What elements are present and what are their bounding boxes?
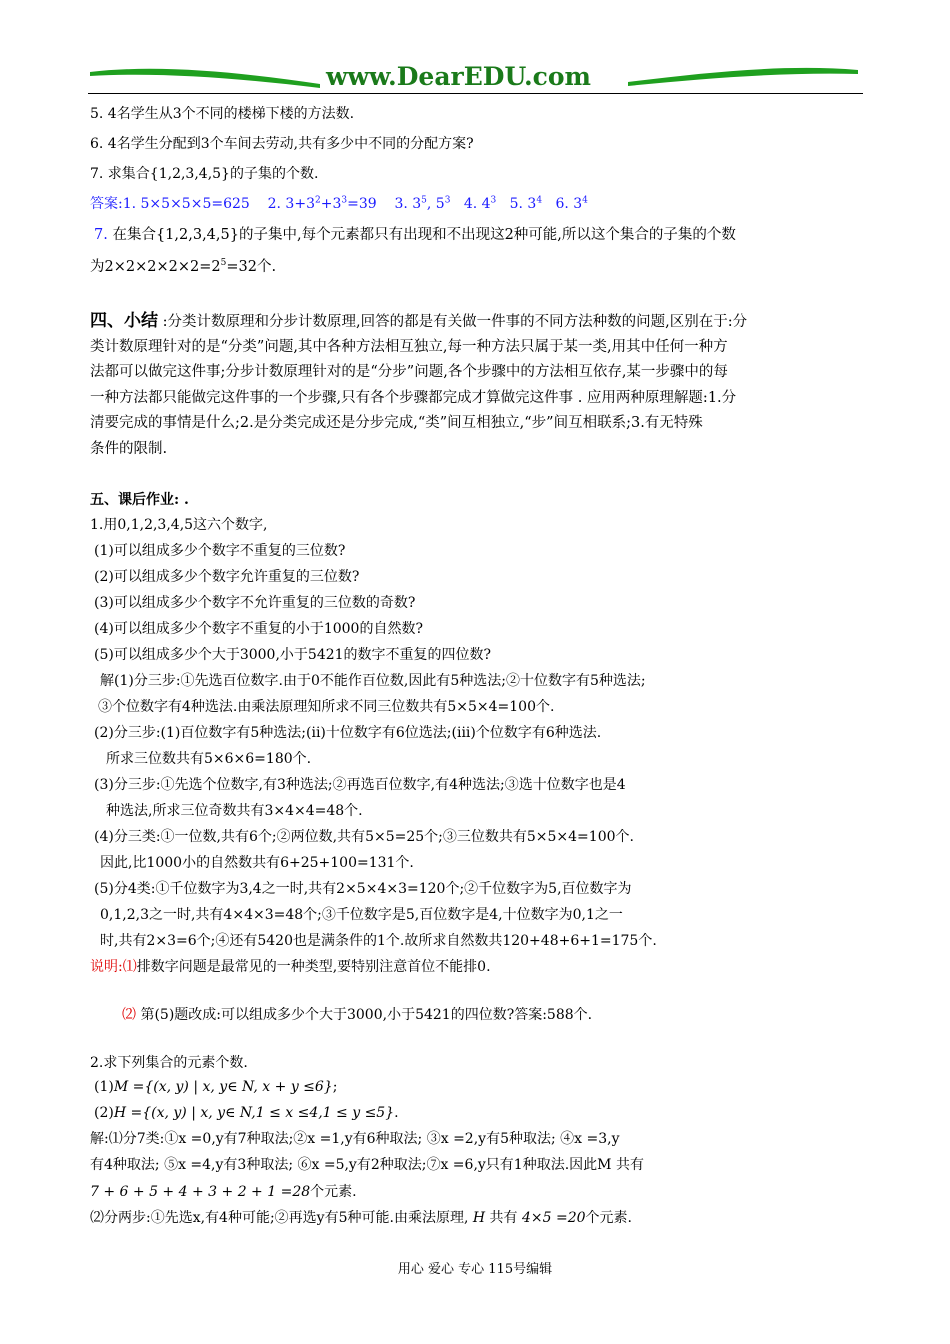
note-2: ⑵ 第(5)题改成:可以组成多少个大于3000,小于5421的四位数?答案:588个. — [122, 1007, 593, 1023]
solution-4a: (4)分三类:①一位数,共有6个;②两位数,共有5×5=25个;③三位数共有5×5×4=100个. — [94, 829, 634, 845]
header-rule — [88, 93, 863, 94]
solution-5a: (5)分4类:①千位数字为3,4之一时,共有2×5×4×3=120个;②千位数字为5,百位数字为 — [94, 881, 632, 897]
answer-7-line-1: 7. 在集合{1,2,3,4,5}的子集中,每个元素都只有出现和不出现这2种可能,所以这个集合的子集的个数 — [94, 227, 736, 243]
note-1: 说明:⑴排数字问题是最常见的一种类型,要特别注意首位不能排0. — [90, 959, 491, 975]
problem-1-part-5: (5)可以组成多少个大于3000,小于5421的数字不重复的四位数? — [94, 647, 492, 663]
solution-2a: (2)分三步:(1)百位数字有5种选法;(ii)十位数字有6位选法;(iii)个位数字有6种选法. — [94, 725, 602, 741]
summary-line-4: 一种方法都只能做完这件事的一个步骤,只有各个步骤都完成才算做完这件事 . 应用两种原理解题:1.分 — [90, 390, 737, 406]
solution-1a: 解(1)分三步:①先选百位数字.由于0不能作百位数,因此有5种选法;②十位数字有5种选法; — [100, 673, 646, 689]
solution-3a: (3)分三步:①先选个位数字,有3种选法;②再选百位数字,有4种选法;③选十位数字也是4 — [94, 777, 626, 793]
set-h-expression: H ={(x, y) | x, y∈ N,1 ≤ x ≤4,1 ≤ y ≤5} — [113, 1105, 395, 1121]
solution-2b: 所求三位数共有5×6×6=180个. — [106, 751, 312, 767]
problem-2-part-2: (2)H ={(x, y) | x, y∈ N,1 ≤ x ≤4,1 ≤ y ≤5}. — [94, 1105, 399, 1121]
solution-2-line-3: 7 + 6 + 5 + 4 + 3 + 2 + 1 =28个元素. — [90, 1184, 357, 1200]
solution-1b: ③个位数字有4种选法.由乘法原理知所求不同三位数共有5×5×4=100个. — [98, 699, 555, 715]
summary-line-3: 法都可以做完这件事;分步计数原理针对的是“分步”问题,各个步骤中的方法相互依存,某一步骤中的每 — [90, 364, 728, 380]
summary-line-6: 条件的限制. — [90, 441, 168, 457]
page-footer: 用心 爱心 专心 115号编辑 — [397, 1262, 553, 1277]
question-5: 5. 4名学生从3个不同的楼梯下楼的方法数. — [90, 106, 355, 122]
site-brand[interactable]: www.DearEDU.com — [326, 62, 592, 91]
solution-3b: 种选法,所求三位奇数共有3×4×4=48个. — [106, 803, 363, 819]
problem-1: 1.用0,1,2,3,4,5这六个数字, — [90, 517, 268, 533]
problem-1-part-1: (1)可以组成多少个数字不重复的三位数? — [94, 543, 346, 559]
solution-2-line-4: ⑵分两步:①先选x,有4种可能;②再选y有5种可能.由乘法原理, H 共有 4×5 =20个元素. — [90, 1210, 632, 1226]
problem-1-part-4: (4)可以组成多少个数字不重复的小于1000的自然数? — [94, 621, 423, 637]
solution-2-line-1: 解:⑴分7类:①x =0,y有7种取法;②x =1,y有6种取法; ③x =2,y有5种取法; ④x =3,y — [90, 1131, 620, 1147]
homework-heading: 五、课后作业: . — [90, 492, 189, 508]
summary-line-2: 类计数原理针对的是“分类”问题,其中各种方法相互独立,每一种方法只属于某一类,用其中任何一种方 — [90, 339, 728, 355]
answer-7-line-2: 为$2\times 2\times 2\times 2\times 2=2^5=32$个. — [90, 258, 277, 275]
summary-line-5: 清要完成的事情是什么;2.是分类完成还是分步完成,“类”间互相独立,“步”间互相联系;3.有无特殊 — [90, 415, 703, 431]
problem-2-part-1: (1)M ={(x, y) | x, y∈ N, x + y ≤6}; — [94, 1079, 338, 1095]
solution-5c: 时,共有2×3=6个;④还有5420也是满条件的1个.故所求自然数共120+48+6+1=175个. — [100, 933, 657, 949]
problem-1-part-3: (3)可以组成多少个数字不允许重复的三位数的奇数? — [94, 595, 416, 611]
summary-line-1: 四、小结 :分类计数原理和分步计数原理,回答的都是有关做一件事的不同方法种数的问题,区别在于:分 — [90, 311, 748, 331]
solution-4b: 因此,比1000小的自然数共有6+25+100=131个. — [100, 855, 414, 871]
problem-2: 2.求下列集合的元素个数. — [90, 1055, 248, 1071]
answer-line: 答案:1. 5×5×5×5=625 2. $3+3^2+3^3=39$ 3. $3^5$, $5^3$ 4. $4^3$ 5. $3^4$ 6. $3^4$ — [90, 195, 588, 212]
question-6: 6. 4名学生分配到3个车间去劳动,共有多少中不同的分配方案? — [90, 136, 474, 152]
problem-1-part-2: (2)可以组成多少个数字允许重复的三位数? — [94, 569, 360, 585]
solution-2-line-2: 有4种取法; ⑤x =4,y有3种取法; ⑥x =5,y有2种取法;⑦x =6,y只有1种取法.因此M 共有 — [90, 1157, 644, 1173]
solution-5b: 0,1,2,3之一时,共有4×4×3=48个;③千位数字是5,百位数字是4,十位数字为0,1之一 — [100, 907, 623, 923]
question-7: 7. 求集合{1,2,3,4,5}的子集的个数. — [90, 166, 319, 182]
summary-heading: 四、小结 — [90, 311, 158, 331]
answer-label: 答案: — [90, 196, 123, 212]
set-m-expression: M ={(x, y) | x, y∈ N, x + y ≤6} — [113, 1079, 333, 1095]
note-label: 说明: — [90, 959, 123, 975]
page-header — [88, 58, 863, 98]
